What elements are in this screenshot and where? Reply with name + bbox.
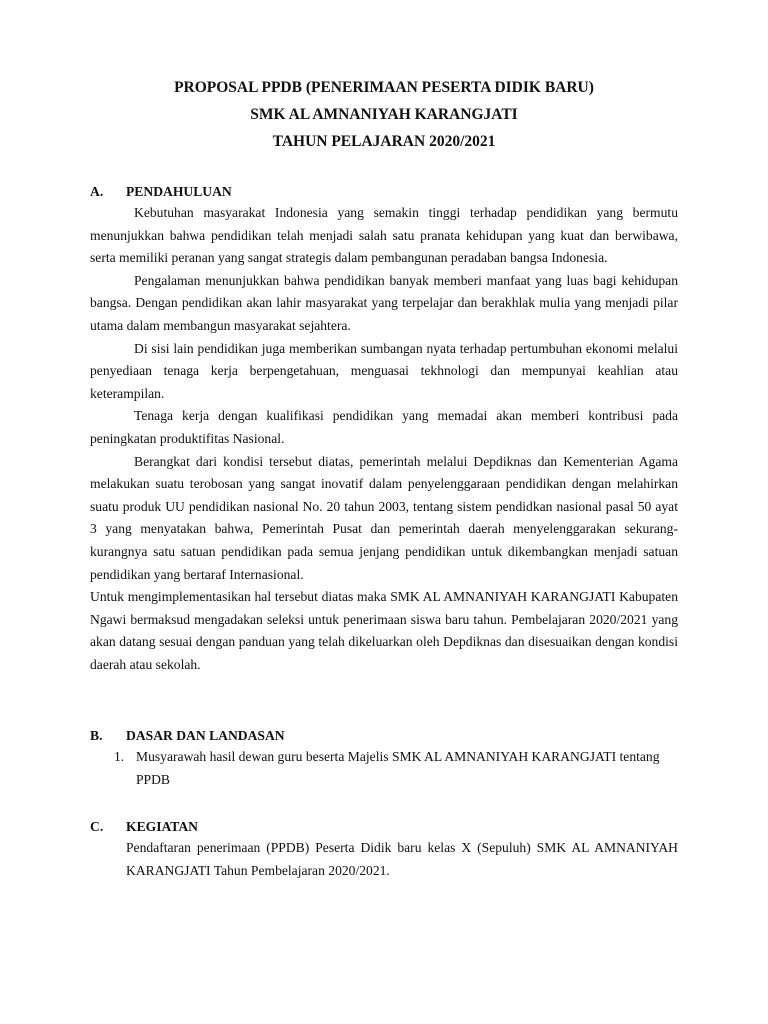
section-a-paragraph-3: Di sisi lain pendidikan juga memberikan sumbangan nyata terhadap pertumbuhan ekonomi melalui penyediaan tenaga kerja berpengetahuan, menguasai tekhnologi dan mempunyai keahlian atau keterampilan. — [90, 340, 678, 401]
section-c-body — [126, 837, 678, 882]
section-c-title: KEGIATAN — [126, 819, 199, 834]
section-a-title: PENDAHULUAN — [126, 184, 232, 199]
section-a-heading — [90, 185, 232, 199]
title-line-3: TAHUN PELAJARAN 2020/2021 — [272, 133, 496, 150]
section-c-heading — [90, 820, 198, 834]
section-a-paragraph-4: Tenaga kerja dengan kualifikasi pendidikan yang memadai akan memberi kontribusi pada peningkatan produktifitas Nasional. — [90, 408, 678, 446]
section-a-letter: A. — [90, 184, 104, 199]
section-a-paragraph-6: Untuk mengimplementasikan hal tersebut diatas maka SMK AL AMNANIYAH KARANGJATI Kabupaten Ngawi bermaksud mengadakan seleksi untuk penerimaan siswa baru tahun. Pembelajaran 2020/2021 yang akan datang sesuai dengan panduan yang telah dikeluarkan oleh Depdiknas dan disesuaikan dengan kondisi daerah atau sekolah. — [90, 589, 678, 672]
title-line-1: PROPOSAL PPDB (PENERIMAAN PESERTA DIDIK BARU) — [174, 79, 594, 96]
section-a-paragraph-1: Kebutuhan masyarakat Indonesia yang semakin tinggi terhadap pendidikan yang bermutu menunjukkan bahwa pendidikan telah menjadi salah satu pranata kehidupan yang kuat dan berwibawa, serta memiliki peranan yang sangat strategis dalam pembangunan peradaban bangsa Indonesia. — [90, 205, 678, 266]
section-b-heading — [90, 729, 285, 743]
section-a-paragraph-5: Berangkat dari kondisi tersebut diatas, pemerintah melalui Depdiknas dan Kementerian Agama melakukan suatu terobosan yang sangat inovatif dalam penyelenggaraan pendidikan dengan melahirkan suatu produk UU pendidikan nasional No. 20 tahun 2003, tentang sistem pendidkan nasional pasal 50 ayat 3 yang menyatakan bahwa, Pemerintah Pusat dan pemerintah daerah menyelenggarakan sekurang-kurangnya satu satuan pendidikan pada semua jenjang pendidikan untuk dikembangkan menjadi satuan pendidikan yang bertaraf Internasional. — [90, 453, 678, 582]
section-c-letter: C. — [90, 819, 104, 834]
title-line-2: SMK AL AMNANIYAH KARANGJATI — [250, 106, 518, 123]
section-a-paragraph-2: Pengalaman menunjukkan bahwa pendidikan banyak memberi manfaat yang luas bagi kehidupan bangsa. Dengan pendidikan akan lahir masyarakat yang terpelajar dan berakhlak mulia yang menjadi pilar utama dalam membangun masyarakat sejahtera. — [90, 272, 678, 333]
list-item — [114, 746, 678, 791]
section-a-body — [90, 202, 678, 676]
section-c-paragraph: Pendaftaran penerimaan (PPDB) Peserta Didik baru kelas X (Sepuluh) SMK AL AMNANIYAH KARANGJATI Tahun Pembelajaran 2020/2021. — [126, 840, 678, 878]
section-b-title: DASAR DAN LANDASAN — [126, 728, 285, 743]
list-item-text: Musyarawah hasil dewan guru beserta Majelis SMK AL AMNANIYAH KARANGJATI tentang PPDB — [136, 749, 660, 787]
section-b-list — [114, 746, 678, 791]
section-b-letter: B. — [90, 728, 103, 743]
list-item-number: 1. — [114, 749, 125, 764]
